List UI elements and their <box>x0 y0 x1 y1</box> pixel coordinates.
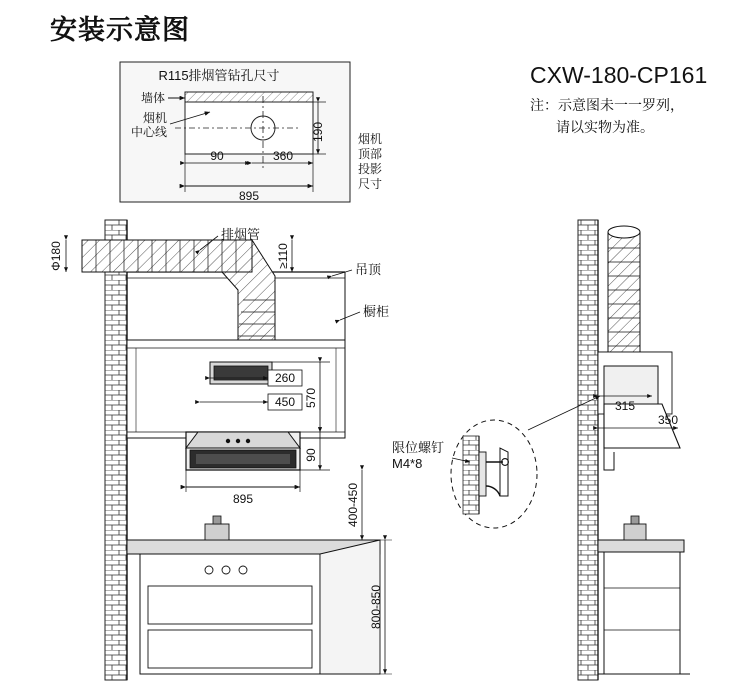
dim-895-top: 895 <box>238 189 260 203</box>
label-cabinet: 橱柜 <box>363 304 390 319</box>
dim-800-850: 800-850 <box>369 584 383 630</box>
dim-315: 315 <box>614 399 636 413</box>
note-line-1: 注：示意图未一一罗列， <box>530 97 684 113</box>
note-line-2: 请以实物为准。 <box>556 119 654 135</box>
label-screw-1: 限位螺钉 <box>392 440 445 455</box>
main-front-view <box>49 220 392 680</box>
side-caption-2: 顶部 <box>358 147 383 161</box>
top-detail-caption: R115排烟管钻孔尺寸 <box>158 68 280 83</box>
side-caption-1: 烟机 <box>358 132 383 146</box>
dim-260: 260 <box>274 371 296 385</box>
side-caption-4: 尺寸 <box>358 177 383 191</box>
dim-360: 360 <box>272 149 294 163</box>
model-number: CXW-180-CP161 <box>530 62 708 88</box>
dim-450: 450 <box>274 395 296 409</box>
dim-190: 190 <box>311 121 325 143</box>
dim-570: 570 <box>304 387 318 409</box>
side-caption-3: 投影 <box>358 162 383 176</box>
top-detail-view <box>120 62 382 203</box>
label-duct: 排烟管 <box>221 227 261 242</box>
side-view <box>528 220 690 680</box>
dim-400-450: 400-450 <box>346 482 360 528</box>
label-centerline-2: 中心线 <box>130 125 167 139</box>
dim-350: 350 <box>657 413 679 427</box>
screw-detail-view <box>392 420 537 528</box>
dim-110: ≥110 <box>276 243 290 269</box>
dim-895-main: 895 <box>232 492 254 506</box>
label-screw-2: M4*8 <box>392 456 423 471</box>
label-wall: 墙体 <box>140 91 165 105</box>
page-title: 安装示意图 <box>50 15 190 45</box>
label-ceiling: 吊顶 <box>355 262 382 277</box>
dim-90: 90 <box>210 149 224 163</box>
dim-90-main: 90 <box>304 448 318 462</box>
dim-phi180: Φ180 <box>49 241 63 271</box>
label-centerline-1: 烟机 <box>142 111 167 125</box>
